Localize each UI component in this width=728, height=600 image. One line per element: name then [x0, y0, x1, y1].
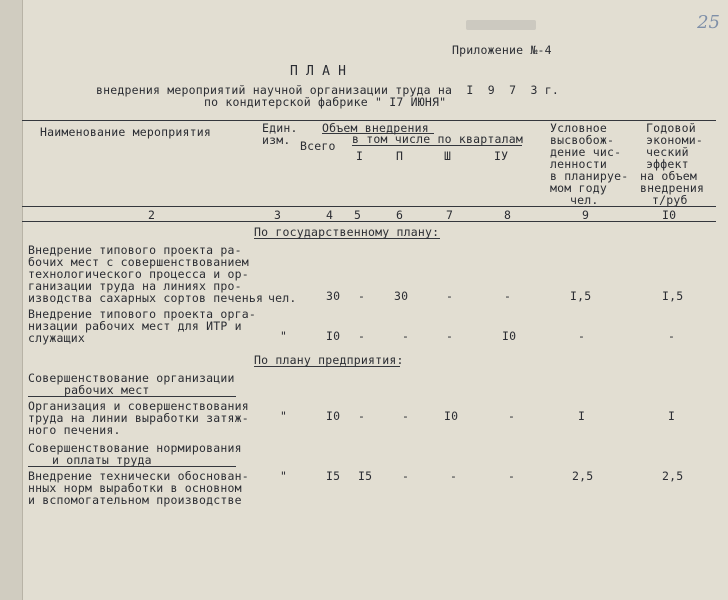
row-q1: - [358, 409, 366, 423]
row-q4: - [504, 289, 512, 303]
row-unit: " [280, 329, 288, 343]
row-q1: - [358, 289, 366, 303]
row-q2: - [402, 329, 410, 343]
col-numbers-top-rule [22, 206, 716, 207]
row-q1: - [358, 329, 366, 343]
row-unit: чел. [268, 291, 297, 305]
row-total: I5 [326, 469, 341, 483]
header-unit-1: Един. [262, 121, 298, 135]
quarters-underline [352, 145, 522, 146]
section-enterprise-plan-underline [254, 366, 400, 367]
row-name-line: и оплаты труда [52, 453, 152, 467]
col-number-7: 7 [446, 208, 454, 222]
row-q4: - [508, 469, 516, 483]
header-effect-2: ческий [646, 145, 689, 159]
binding-margin [0, 0, 23, 600]
header-release-2: дение чис- [550, 145, 622, 159]
row-unit: " [280, 469, 288, 483]
col-number-3: 3 [274, 208, 282, 222]
row-q3: - [446, 289, 454, 303]
row-name-line: и вспомогательном производстве [28, 493, 242, 507]
header-release-1: высвобож- [550, 133, 615, 147]
row-release: 2,5 [572, 469, 594, 483]
header-release-6: чел. [570, 193, 599, 207]
row-name-line: Организация и совершенствования [28, 399, 249, 413]
col-numbers-bottom-rule [22, 221, 716, 222]
row-q1: I5 [358, 469, 373, 483]
header-volume: Объем внедрения [322, 121, 429, 135]
row-name-line: технологического процесса и ор- [28, 267, 249, 281]
row-total: I0 [326, 329, 341, 343]
faint-stamp [466, 20, 536, 30]
col-number-2: 2 [148, 208, 156, 222]
col-number-8: 8 [504, 208, 512, 222]
col-number-4: 4 [326, 208, 334, 222]
document-title: П Л А Н [290, 64, 347, 79]
row-name-line: Внедрение технически обоснован- [28, 469, 249, 483]
header-effect-6: т/руб [652, 193, 688, 207]
col-number-9: 9 [582, 208, 590, 222]
row-name-line: Внедрение типового проекта орга- [28, 307, 256, 321]
row-name-line: ного печения. [28, 423, 121, 437]
header-effect-3: эффект [646, 157, 689, 171]
row-q2: 30 [394, 289, 409, 303]
col-number-10: I0 [662, 208, 677, 222]
row-total: I0 [326, 409, 341, 423]
row-release: I,5 [570, 289, 592, 303]
row-effect: I,5 [662, 289, 684, 303]
row-effect: - [668, 329, 676, 343]
header-release-3: ленности [550, 157, 607, 171]
row-name-line: Совершенствование организации [28, 371, 235, 385]
row-name-line: рабочих мест [64, 383, 150, 397]
row-name-line: ганизации труда на линиях про- [28, 279, 242, 293]
header-effect-1: экономи- [646, 133, 703, 147]
subtitle-line-1: внедрения мероприятий научной организации труда на I 9 7 3 г. [96, 83, 560, 97]
header-effect-4: на объем [640, 169, 697, 183]
section-state-plan: По государственному плану: [254, 225, 440, 239]
header-quarters: в том числе по кварталам [352, 132, 523, 146]
header-effect-0: Годовой [646, 121, 696, 135]
header-q3: Ш [444, 149, 452, 163]
header-release-4: в планируе- [550, 169, 629, 183]
subtitle-line-2: по кондитерской фабрике " I7 ИЮНЯ" [204, 95, 447, 109]
header-total: Всего [300, 139, 336, 153]
col-number-5: 5 [354, 208, 362, 222]
header-q1: I [356, 149, 364, 163]
row-q3: - [450, 469, 458, 483]
row-name-line: Внедрение типового проекта ра- [28, 243, 242, 257]
row-name-line: служащих [28, 331, 85, 345]
row-q4: I0 [502, 329, 517, 343]
row-unit: " [280, 409, 288, 423]
row-name-line: труда на линии выработки затяж- [28, 411, 249, 425]
header-effect-5: внедрения [640, 181, 705, 195]
header-q4: IУ [494, 149, 509, 163]
col-number-6: 6 [396, 208, 404, 222]
row-name-line: Совершенствование нормирования [28, 441, 242, 455]
row-q3: - [446, 329, 454, 343]
section-enterprise-plan: По плану предприятия: [254, 353, 404, 367]
row-name-line: низации рабочих мест для ИТР и [28, 319, 242, 333]
section-state-plan-underline [254, 238, 440, 239]
header-q2: П [396, 149, 404, 163]
page-number: 25 [697, 12, 720, 33]
row-name-line: изводства сахарных сортов печенья [28, 291, 264, 305]
row-effect: I [668, 409, 676, 423]
row-release: I [578, 409, 586, 423]
header-release-0: Условное [550, 121, 607, 135]
header-name: Наименование мероприятия [40, 125, 211, 139]
subheading-underline [28, 466, 236, 467]
row-q2: - [402, 469, 410, 483]
row-effect: 2,5 [662, 469, 684, 483]
header-release-5: мом году [550, 181, 607, 195]
row-name-line: нных норм выработки в основном [28, 481, 242, 495]
row-name-line: бочих мест с совершенствованием [28, 255, 249, 269]
row-total: 30 [326, 289, 341, 303]
header-unit-2: изм. [262, 133, 291, 147]
row-q3: I0 [444, 409, 459, 423]
subheading-underline [28, 396, 236, 397]
appendix-label: Приложение №-4 [452, 43, 552, 57]
row-q2: - [402, 409, 410, 423]
row-release: - [578, 329, 586, 343]
row-q4: - [508, 409, 516, 423]
